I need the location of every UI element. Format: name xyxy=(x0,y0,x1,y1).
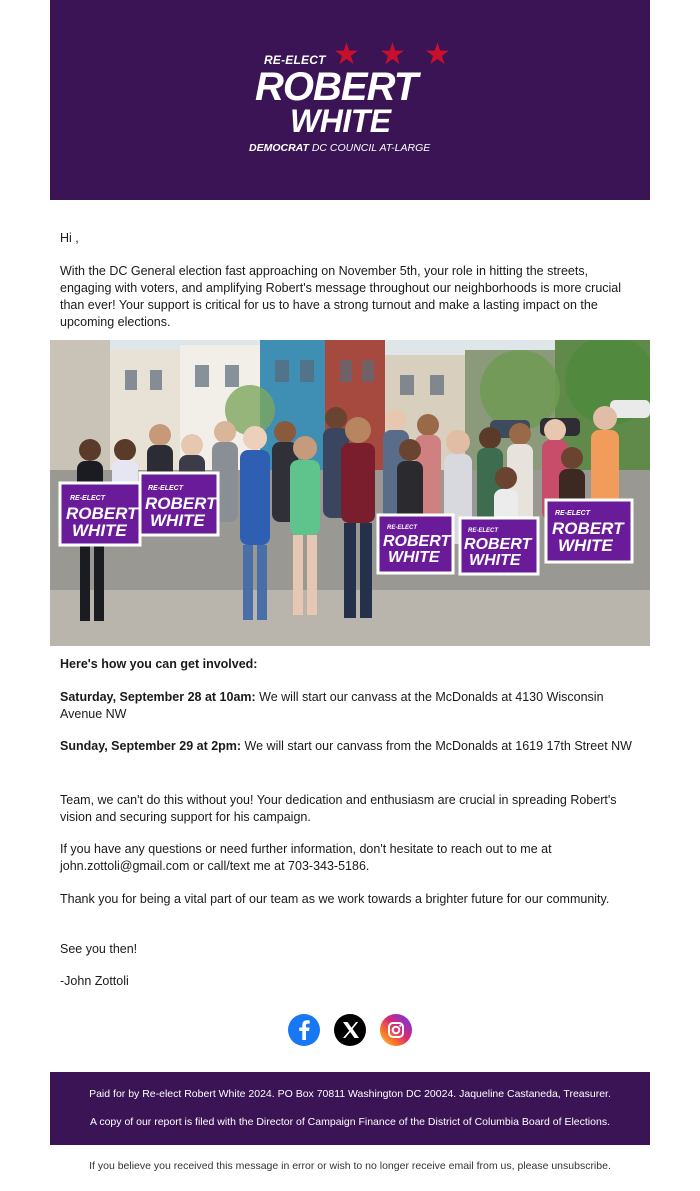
social-links xyxy=(0,1014,700,1048)
event-sunday xyxy=(60,738,640,755)
logo-first-name: ROBERT xyxy=(255,65,418,109)
header-banner xyxy=(50,0,650,200)
sign-first-name: ROBERT xyxy=(383,533,451,550)
get-involved-heading: Here's how you can get involved: xyxy=(60,657,258,671)
event-sunday-details: We will start our canvass from the McDonalds at 1619 17th Street NW xyxy=(241,739,632,753)
see-you-line: See you then! xyxy=(60,942,138,956)
paid-for-line: Paid for by Re-elect Robert White 2024. PO Box 70811 Washington DC 20024. Jaqueline Castaneda, Treasurer. xyxy=(89,1088,611,1100)
star-icon: ★ xyxy=(333,38,360,71)
sign-last-name: WHITE xyxy=(150,511,205,530)
sign-reelect: RE-ELECT xyxy=(468,528,498,534)
logo-party: DEMOCRAT xyxy=(249,142,309,154)
facebook-icon[interactable] xyxy=(288,1014,320,1046)
greeting: Hi , xyxy=(60,231,79,245)
sign-reelect: RE-ELECT xyxy=(148,485,183,492)
sign-last-name: WHITE xyxy=(469,552,521,569)
sign-first-name: ROBERT xyxy=(552,519,624,538)
sign-reelect: RE-ELECT xyxy=(70,495,105,502)
contact-paragraph: If you have any questions or need further information, don't hesitate to reach out to me at john.zottoli@gmail.com or call/text me at 703-343-5186. xyxy=(60,842,552,873)
event-saturday-details: We will start our canvass at the McDonalds at 4130 Wisconsin Avenue NW xyxy=(60,690,604,721)
volunteer-group-photo xyxy=(50,340,650,646)
sign-first-name: ROBERT xyxy=(464,536,532,553)
logo-last-name: WHITE xyxy=(290,103,391,139)
sign-first-name: ROBERT xyxy=(66,504,138,523)
event-saturday xyxy=(60,689,640,723)
team-paragraph: Team, we can't do this without you! Your dedication and enthusiasm are crucial in spreading Robert's vision and securing support for his campaign. xyxy=(60,793,617,824)
unsubscribe-line[interactable]: If you believe you received this message in error or wish to no longer receive email from us, please unsubscribe. xyxy=(89,1160,611,1172)
star-icon: ★ xyxy=(379,38,406,71)
sign-first-name: ROBERT xyxy=(145,494,217,513)
intro-paragraph: With the DC General election fast approaching on November 5th, your role in hitting the streets, engaging with voters, and amplifying Robert's message throughout our neighborhoods is more crucial than ever! Your support is critical for us to have a strong turnout and make a lasting impact on the upcoming elections. xyxy=(60,264,622,329)
sign-last-name: WHITE xyxy=(388,549,440,566)
footer-disclaimer xyxy=(50,1072,650,1145)
sign-last-name: WHITE xyxy=(72,521,127,540)
signature: -John Zottoli xyxy=(60,974,129,988)
sign-last-name: WHITE xyxy=(558,536,613,555)
report-line: A copy of our report is filed with the Director of Campaign Finance of the District of Columbia Board of Elections. xyxy=(90,1116,610,1128)
logo-reelect: RE-ELECT xyxy=(264,53,326,67)
event-saturday-when: Saturday, September 28 at 10am: xyxy=(60,690,256,704)
instagram-icon[interactable] xyxy=(380,1014,412,1046)
logo-party-office xyxy=(249,142,430,154)
sign-reelect: RE-ELECT xyxy=(387,525,417,531)
logo-office: DC COUNCIL AT-LARGE xyxy=(311,142,431,154)
x-icon[interactable] xyxy=(334,1014,366,1046)
campaign-logo xyxy=(50,0,650,200)
event-sunday-when: Sunday, September 29 at 2pm: xyxy=(60,739,242,753)
star-icon: ★ xyxy=(424,38,451,71)
thanks-paragraph: Thank you for being a vital part of our team as we work towards a brighter future for our community. xyxy=(60,892,610,906)
sign-reelect: RE-ELECT xyxy=(555,510,590,517)
